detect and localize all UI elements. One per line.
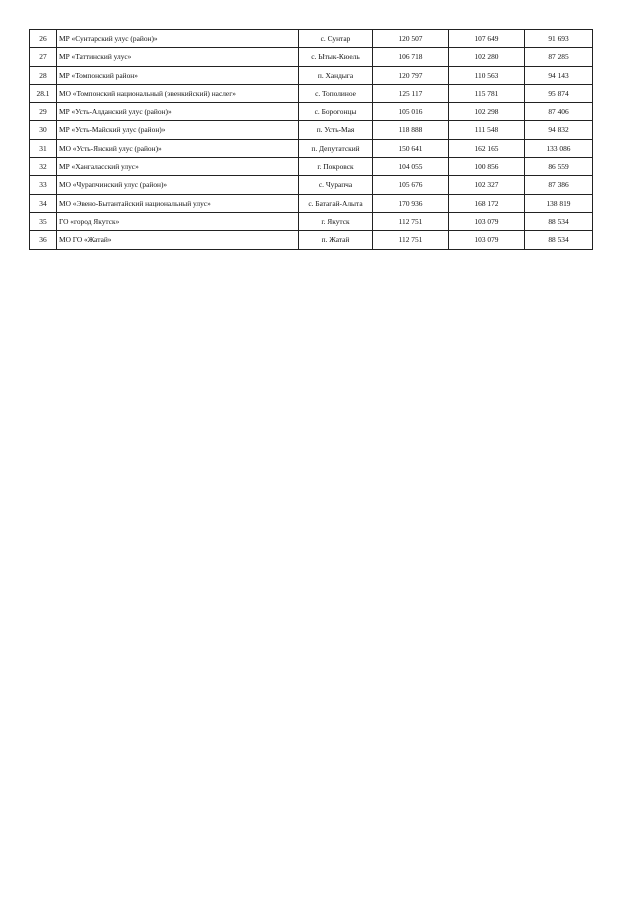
row-number-cell: 36 bbox=[30, 231, 57, 249]
municipality-name-cell: МО «Чурапчинский улус (район)» bbox=[57, 176, 299, 194]
value-3-cell: 138 819 bbox=[525, 194, 593, 212]
settlement-cell: с. Сунтар bbox=[299, 30, 373, 48]
municipality-name-cell: МР «Таттинский улус» bbox=[57, 48, 299, 66]
table-row bbox=[30, 30, 593, 48]
settlement-cell: с. Батагай-Алыта bbox=[299, 194, 373, 212]
value-1-cell: 106 718 bbox=[373, 48, 449, 66]
table-row bbox=[30, 139, 593, 157]
municipality-name-cell: МР «Сунтарский улус (район)» bbox=[57, 30, 299, 48]
value-3-cell: 88 534 bbox=[525, 212, 593, 230]
value-1-cell: 120 507 bbox=[373, 30, 449, 48]
value-2-cell: 111 548 bbox=[449, 121, 525, 139]
table-row bbox=[30, 66, 593, 84]
table-row bbox=[30, 103, 593, 121]
value-3-cell: 86 559 bbox=[525, 158, 593, 176]
value-1-cell: 105 676 bbox=[373, 176, 449, 194]
table-row bbox=[30, 194, 593, 212]
value-2-cell: 100 856 bbox=[449, 158, 525, 176]
value-2-cell: 102 280 bbox=[449, 48, 525, 66]
row-number-cell: 33 bbox=[30, 176, 57, 194]
value-2-cell: 103 079 bbox=[449, 231, 525, 249]
municipality-name-cell: ГО «город Якутск» bbox=[57, 212, 299, 230]
value-3-cell: 95 874 bbox=[525, 84, 593, 102]
settlement-cell: с. Ытык-Кюель bbox=[299, 48, 373, 66]
settlement-cell: п. Усть-Мая bbox=[299, 121, 373, 139]
row-number-cell: 29 bbox=[30, 103, 57, 121]
municipality-table bbox=[29, 29, 593, 250]
value-3-cell: 91 693 bbox=[525, 30, 593, 48]
settlement-cell: г. Якутск bbox=[299, 212, 373, 230]
row-number-cell: 28.1 bbox=[30, 84, 57, 102]
row-number-cell: 32 bbox=[30, 158, 57, 176]
row-number-cell: 30 bbox=[30, 121, 57, 139]
municipality-name-cell: МО ГО «Жатай» bbox=[57, 231, 299, 249]
row-number-cell: 34 bbox=[30, 194, 57, 212]
table-row bbox=[30, 48, 593, 66]
row-number-cell: 31 bbox=[30, 139, 57, 157]
value-3-cell: 87 406 bbox=[525, 103, 593, 121]
value-1-cell: 105 016 bbox=[373, 103, 449, 121]
municipality-name-cell: МР «Томпонский район» bbox=[57, 66, 299, 84]
settlement-cell: с. Чурапча bbox=[299, 176, 373, 194]
settlement-cell: г. Покровск bbox=[299, 158, 373, 176]
municipality-name-cell: МР «Усть-Алданский улус (район)» bbox=[57, 103, 299, 121]
value-3-cell: 94 143 bbox=[525, 66, 593, 84]
table-row bbox=[30, 176, 593, 194]
table-row bbox=[30, 212, 593, 230]
value-1-cell: 120 797 bbox=[373, 66, 449, 84]
value-3-cell: 94 832 bbox=[525, 121, 593, 139]
value-2-cell: 168 172 bbox=[449, 194, 525, 212]
value-1-cell: 112 751 bbox=[373, 212, 449, 230]
settlement-cell: с. Борогонцы bbox=[299, 103, 373, 121]
value-2-cell: 103 079 bbox=[449, 212, 525, 230]
table-row bbox=[30, 158, 593, 176]
value-1-cell: 170 936 bbox=[373, 194, 449, 212]
table-body bbox=[30, 30, 593, 250]
settlement-cell: п. Депутатский bbox=[299, 139, 373, 157]
municipality-name-cell: МО «Эвено-Бытантайский национальный улус» bbox=[57, 194, 299, 212]
settlement-cell: п. Хандыга bbox=[299, 66, 373, 84]
value-1-cell: 104 055 bbox=[373, 158, 449, 176]
value-2-cell: 162 165 bbox=[449, 139, 525, 157]
value-2-cell: 115 781 bbox=[449, 84, 525, 102]
value-3-cell: 87 285 bbox=[525, 48, 593, 66]
municipality-name-cell: МО «Томпонский национальный (эвенкийский) наслег» bbox=[57, 84, 299, 102]
settlement-cell: п. Жатай bbox=[299, 231, 373, 249]
municipality-name-cell: МР «Усть-Майский улус (район)» bbox=[57, 121, 299, 139]
municipality-name-cell: МР «Хангаласский улус» bbox=[57, 158, 299, 176]
value-2-cell: 102 327 bbox=[449, 176, 525, 194]
value-1-cell: 112 751 bbox=[373, 231, 449, 249]
value-2-cell: 102 298 bbox=[449, 103, 525, 121]
value-2-cell: 107 649 bbox=[449, 30, 525, 48]
value-3-cell: 133 086 bbox=[525, 139, 593, 157]
row-number-cell: 26 bbox=[30, 30, 57, 48]
table-row bbox=[30, 231, 593, 249]
settlement-cell: с. Тополиное bbox=[299, 84, 373, 102]
value-1-cell: 118 888 bbox=[373, 121, 449, 139]
value-3-cell: 87 386 bbox=[525, 176, 593, 194]
value-3-cell: 88 534 bbox=[525, 231, 593, 249]
value-2-cell: 110 563 bbox=[449, 66, 525, 84]
row-number-cell: 28 bbox=[30, 66, 57, 84]
value-1-cell: 125 117 bbox=[373, 84, 449, 102]
table-row bbox=[30, 84, 593, 102]
municipality-name-cell: МО «Усть-Янский улус (район)» bbox=[57, 139, 299, 157]
table-row bbox=[30, 121, 593, 139]
value-1-cell: 150 641 bbox=[373, 139, 449, 157]
row-number-cell: 35 bbox=[30, 212, 57, 230]
row-number-cell: 27 bbox=[30, 48, 57, 66]
